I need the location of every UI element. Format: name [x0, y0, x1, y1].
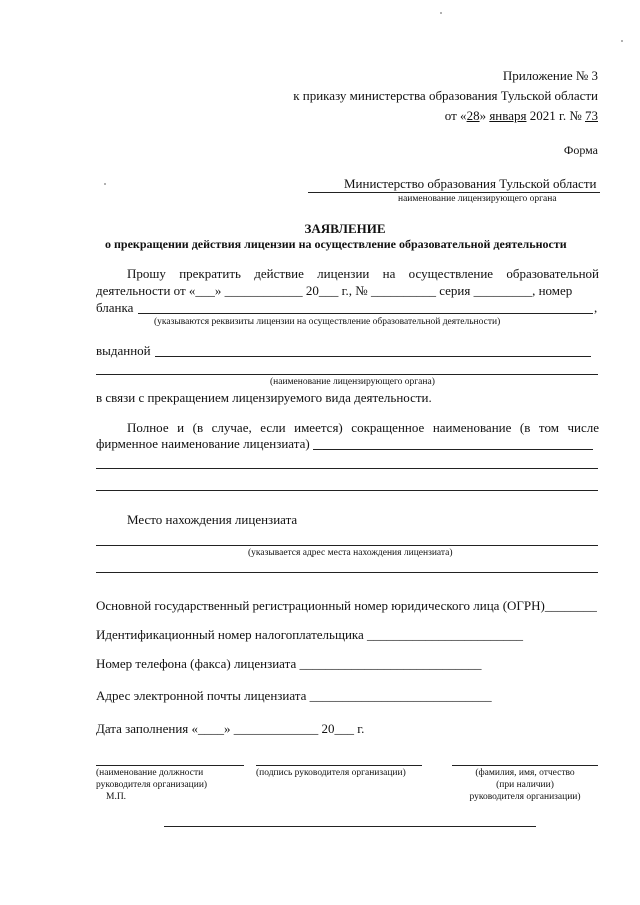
licensee-name-line2: фирменное наименование лицензиата) [96, 436, 310, 451]
issued-caption: (наименование лицензирующего органа) [270, 377, 435, 387]
scan-speck [104, 183, 106, 185]
licensee-name-field-line2[interactable] [96, 468, 598, 469]
ogrn-field[interactable]: Основной государственный регистрационный номер юридического лица (ОГРН)________ [96, 598, 597, 613]
stamp-label: М.П. [106, 792, 127, 802]
order-date-prefix: от « [444, 108, 467, 123]
inn-field[interactable]: Идентификационный номер налогоплательщика ________________________ [96, 627, 524, 642]
ministry-caption: наименование лицензирующего органа [398, 194, 557, 204]
order-date-mid: » [479, 108, 490, 123]
issued-field-line2[interactable] [96, 374, 598, 375]
order-number: 73 [585, 108, 598, 123]
signature-caption: (подпись руководителя организации) [256, 768, 406, 778]
position-caption-line2: руководителя организации) [96, 780, 208, 790]
appendix-label: Приложение № 3 [502, 68, 598, 83]
scan-speck [440, 12, 442, 14]
document-subtitle: о прекращении действия лицензии на осуществление образовательной деятельности [105, 237, 567, 251]
ministry-underline [308, 192, 600, 193]
licence-details-caption: (указываются реквизиты лицензии на осуществление образовательной деятельности) [154, 317, 501, 327]
location-field[interactable] [96, 545, 598, 546]
bottom-separator-line [164, 826, 536, 827]
blank-number-field[interactable] [138, 313, 593, 314]
licensee-name-field-line3[interactable] [96, 490, 598, 491]
issued-label: выданной [96, 343, 151, 358]
location-label: Место нахождения лицензиата [127, 512, 298, 527]
location-caption: (указывается адрес места нахождения лицензиата) [248, 548, 453, 558]
blank-number-end: , [594, 300, 598, 315]
phone-field[interactable]: Номер телефона (факса) лицензиата ____________________________ [96, 656, 482, 671]
position-signature-line[interactable] [96, 765, 244, 766]
licence-request-line1: Прошу прекратить действие лицензии на осуществление образовательной [127, 266, 599, 281]
position-caption-line1: (наименование должности [96, 768, 204, 778]
licence-details-line: деятельности от «___» ____________ 20___ г., № __________ серия _________, номер [96, 283, 573, 298]
order-date-line [445, 108, 598, 124]
name-caption-line1: (фамилия, имя, отчество [475, 768, 575, 778]
blank-number-label: бланка [96, 300, 134, 315]
ministry-name: Министерство образования Тульской области [344, 176, 597, 191]
fill-date-field[interactable]: Дата заполнения «____» _____________ 20___ г. [96, 721, 365, 736]
name-signature-line[interactable] [452, 765, 598, 766]
order-date-day: 28 [466, 108, 480, 123]
reason-text: в связи с прекращением лицензируемого вида деятельности. [96, 390, 432, 405]
name-caption-line3: руководителя организации) [469, 792, 581, 802]
location-field-line2[interactable] [96, 572, 598, 573]
document-title: ЗАЯВЛЕНИЕ [304, 221, 386, 236]
scan-speck [621, 40, 623, 42]
order-reference: к приказу министерства образования Тульской области [293, 88, 598, 103]
issued-field[interactable] [155, 356, 591, 357]
form-label: Форма [563, 143, 598, 157]
order-date-year: 2021 г. № [526, 108, 585, 123]
licensee-name-field[interactable] [313, 449, 593, 450]
email-field[interactable]: Адрес электронной почты лицензиата ____________________________ [96, 688, 492, 703]
order-date-month: января [489, 108, 527, 123]
name-caption-line2: (при наличии) [496, 780, 554, 790]
signature-line[interactable] [256, 765, 422, 766]
licensee-name-line1: Полное и (в случае, если имеется) сокращенное наименование (в том числе [127, 420, 599, 435]
